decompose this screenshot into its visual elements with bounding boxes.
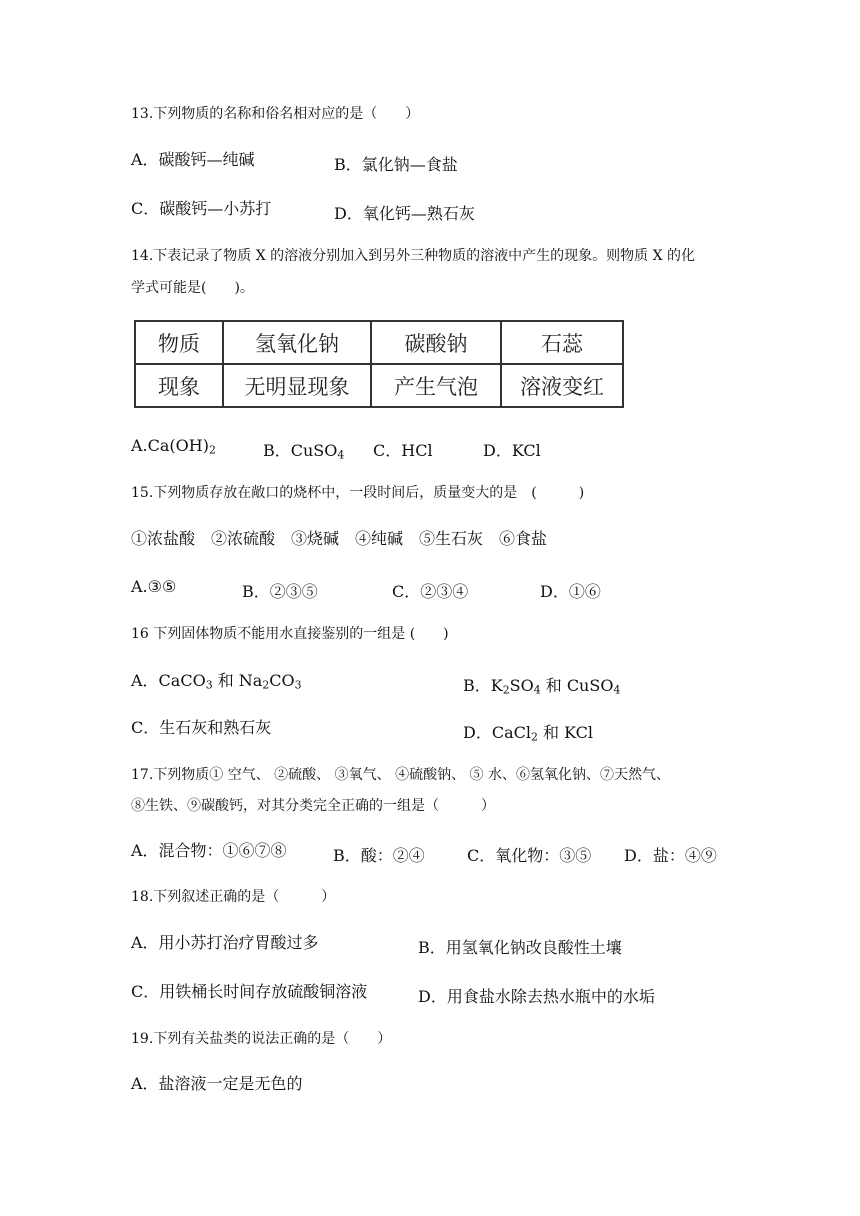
q18-option-a: A．用小苏打治疗胃酸过多	[131, 933, 319, 952]
subscript: 2	[208, 443, 216, 457]
formula-text: 和 KCl	[537, 723, 593, 742]
q19-option-a: A．盐溶液一定是无色的	[131, 1074, 303, 1093]
q15-option-b: B．②③⑤	[242, 582, 318, 601]
q16-stem: 16 下列固体物质不能用水直接鉴别的一组是 ( )	[131, 626, 449, 642]
q13-option-a: A．碳酸钙—纯碱	[131, 150, 255, 169]
q18-option-c: C．用铁桶长时间存放硫酸铜溶液	[131, 982, 368, 1001]
formula-text: 和 Na	[212, 671, 263, 690]
q19-stem: 19.下列有关盐类的说法正确的是（ ）	[131, 1031, 392, 1047]
q16-option-a	[131, 671, 302, 692]
table-row	[135, 321, 623, 364]
q17-stem-line2: ⑧生铁、⑨碳酸钙，对其分类完全正确的一组是（ ）	[131, 798, 495, 814]
formula-text: A．CaCO	[131, 671, 206, 690]
q13-option-d: D．氧化钙—熟石灰	[334, 204, 475, 223]
table-cell: 溶液变红	[501, 364, 623, 407]
q13-option-b: B．氯化钠—食盐	[334, 155, 458, 174]
table-cell: 碳酸钠	[371, 321, 501, 364]
q17-option-c: C．氧化物：③⑤	[467, 846, 592, 865]
table-cell: 氢氧化钠	[223, 321, 371, 364]
q16-option-c: C．生石灰和熟石灰	[131, 718, 272, 737]
subscript: 3	[294, 678, 302, 692]
q15-option-a: A.③⑤	[131, 577, 177, 596]
formula-text: SO	[509, 676, 534, 695]
q18-stem: 18.下列叙述正确的是（ ）	[131, 889, 336, 905]
table-cell: 现象	[135, 364, 223, 407]
subscript: 2	[262, 678, 270, 692]
q14-stem-line2: 学式可能是( )。	[131, 280, 254, 296]
table-cell: 石蕊	[501, 321, 623, 364]
subscript: 4	[533, 683, 541, 697]
q17-option-a: A．混合物：①⑥⑦⑧	[131, 841, 287, 860]
q14-option-b-text: B．CuSO	[263, 441, 338, 460]
q15-stem: 15.下列物质存放在敞口的烧杯中，一段时间后，质量变大的是 ( )	[131, 485, 585, 501]
formula-text: 和 CuSO	[540, 676, 614, 695]
q14-option-a-text: A.Ca(OH)	[131, 436, 209, 455]
q13-option-c: C．碳酸钙—小苏打	[131, 199, 272, 218]
q18-option-b: B．用氢氧化钠改良酸性土壤	[418, 938, 622, 957]
table-row	[135, 364, 623, 407]
q16-option-b	[463, 673, 620, 696]
q15-option-c: C．②③④	[392, 582, 469, 601]
observation-table	[134, 320, 624, 408]
q16-option-d	[463, 720, 593, 743]
subscript: 2	[502, 683, 510, 697]
subscript: 2	[530, 730, 538, 744]
q14-option-a	[131, 436, 216, 457]
q14-option-d: D．KCl	[483, 441, 541, 460]
subscript: 3	[205, 678, 213, 692]
table-cell: 产生气泡	[371, 364, 501, 407]
q17-option-d: D．盐：④⑨	[624, 846, 717, 865]
q17-option-b: B．酸：②④	[333, 846, 425, 865]
formula-text: D．CaCl	[463, 723, 531, 742]
table-cell: 物质	[135, 321, 223, 364]
q15-items: ①浓盐酸 ②浓硫酸 ③烧碱 ④纯碱 ⑤生石灰 ⑥食盐	[131, 529, 548, 548]
q14-option-c: C．HCl	[373, 441, 433, 460]
q17-stem-line1: 17.下列物质① 空气、 ②硫酸、 ③氧气、 ④硫酸钠、 ⑤ 水、⑥氢氧化钠、⑦天然气、	[131, 767, 670, 783]
q14-option-b	[263, 438, 344, 461]
q15-option-d: D．①⑥	[540, 582, 601, 601]
q13-stem: 13.下列物质的名称和俗名相对应的是（ ）	[131, 106, 420, 122]
q18-option-d: D．用食盐水除去热水瓶中的水垢	[418, 987, 655, 1006]
formula-text: B．K	[463, 676, 503, 695]
formula-text: CO	[269, 671, 295, 690]
subscript: 4	[337, 448, 345, 462]
q14-stem-line1: 14.下表记录了物质 X 的溶液分别加入到另外三种物质的溶液中产生的现象。则物质 X 的化	[131, 248, 695, 264]
table-cell: 无明显现象	[223, 364, 371, 407]
subscript: 4	[613, 683, 621, 697]
